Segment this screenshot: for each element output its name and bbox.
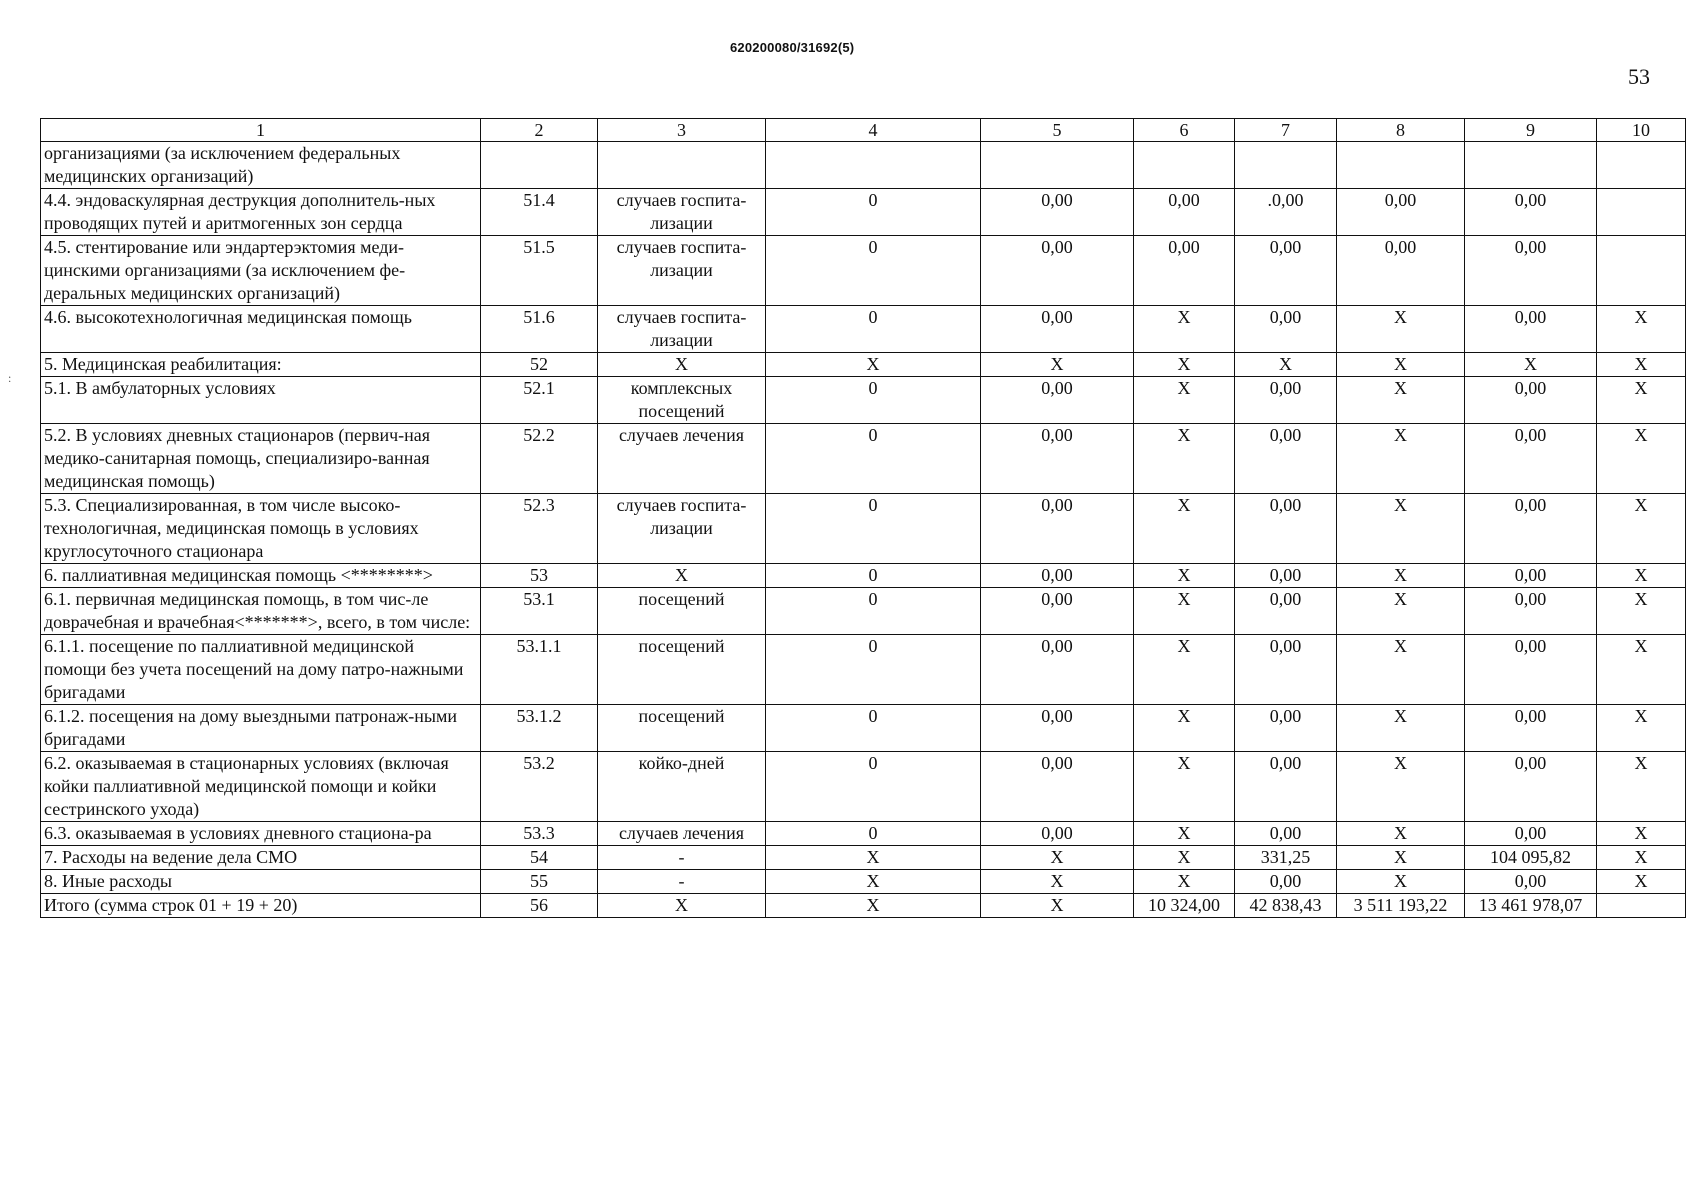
value-cell: X: [1134, 353, 1235, 377]
value-cell: 331,25: [1235, 846, 1337, 870]
row-label: 5. Медицинская реабилитация:: [41, 353, 481, 377]
value-cell: [981, 142, 1134, 189]
table-row: [41, 635, 1686, 705]
value-cell: 0,00: [1465, 588, 1597, 635]
value-cell: X: [1337, 635, 1465, 705]
value-cell: X: [1134, 846, 1235, 870]
row-code: 52.3: [481, 494, 598, 564]
value-cell: 0,00: [981, 822, 1134, 846]
value-cell: 10 324,00: [1134, 894, 1235, 918]
value-cell: 0,00: [1235, 424, 1337, 494]
unit-cell: посещений: [598, 635, 766, 705]
page-number: 53: [1628, 64, 1650, 89]
table-row: [41, 705, 1686, 752]
row-label: 6.1. первичная медицинская помощь, в том чис-ле доврачебная и врачебная<*******>, всего, в том числе:: [41, 588, 481, 635]
row-label: 7. Расходы на ведение дела СМО: [41, 846, 481, 870]
value-cell: X: [1337, 377, 1465, 424]
value-cell: 0: [766, 377, 981, 424]
value-cell: 0,00: [1235, 306, 1337, 353]
value-cell: X: [1597, 306, 1686, 353]
unit-cell: посещений: [598, 588, 766, 635]
row-code: 56: [481, 894, 598, 918]
value-cell: 0,00: [1235, 822, 1337, 846]
table-row: [41, 846, 1686, 870]
value-cell: X: [1337, 424, 1465, 494]
value-cell: X: [981, 846, 1134, 870]
row-label: 4.6. высокотехнологичная медицинская помощь: [41, 306, 481, 353]
column-header: 1: [41, 119, 481, 142]
row-code: 54: [481, 846, 598, 870]
value-cell: X: [1597, 588, 1686, 635]
value-cell: [1597, 236, 1686, 306]
column-header: 9: [1465, 119, 1597, 142]
value-cell: 0,00: [1134, 236, 1235, 306]
value-cell: 0,00: [981, 189, 1134, 236]
value-cell: X: [766, 353, 981, 377]
value-cell: 0,00: [981, 494, 1134, 564]
unit-cell: комплексных посещений: [598, 377, 766, 424]
unit-cell: -: [598, 846, 766, 870]
value-cell: 0: [766, 752, 981, 822]
value-cell: 0: [766, 822, 981, 846]
value-cell: X: [1337, 353, 1465, 377]
value-cell: 0,00: [1465, 424, 1597, 494]
table-row: [41, 236, 1686, 306]
value-cell: 0,00: [1465, 494, 1597, 564]
value-cell: 3 511 193,22: [1337, 894, 1465, 918]
row-label: 6.1.2. посещения на дому выездными патронаж-ными бригадами: [41, 705, 481, 752]
value-cell: 0: [766, 588, 981, 635]
value-cell: X: [1134, 705, 1235, 752]
column-header: 4: [766, 119, 981, 142]
row-code: 52.2: [481, 424, 598, 494]
value-cell: 0: [766, 189, 981, 236]
value-cell: X: [1597, 377, 1686, 424]
value-cell: 0,00: [981, 705, 1134, 752]
value-cell: 0,00: [1465, 752, 1597, 822]
value-cell: 0,00: [1235, 377, 1337, 424]
value-cell: X: [1134, 424, 1235, 494]
table-row: [41, 353, 1686, 377]
value-cell: [1465, 142, 1597, 189]
unit-cell: X: [598, 353, 766, 377]
row-code: 52: [481, 353, 598, 377]
row-code: [481, 142, 598, 189]
row-label: 4.5. стентирование или эндартерэктомия меди-цинскими организациями (за исключением фе-деральных медицинских организаций): [41, 236, 481, 306]
column-header: 5: [981, 119, 1134, 142]
row-code: 53.1.1: [481, 635, 598, 705]
column-header: 7: [1235, 119, 1337, 142]
value-cell: 0,00: [981, 635, 1134, 705]
value-cell: 0,00: [1465, 189, 1597, 236]
row-code: 51.4: [481, 189, 598, 236]
value-cell: X: [1134, 822, 1235, 846]
value-cell: X: [1337, 494, 1465, 564]
row-code: 51.5: [481, 236, 598, 306]
value-cell: 0: [766, 705, 981, 752]
value-cell: X: [981, 870, 1134, 894]
value-cell: .0,00: [1235, 189, 1337, 236]
row-code: 51.6: [481, 306, 598, 353]
unit-cell: койко-дней: [598, 752, 766, 822]
column-header: 10: [1597, 119, 1686, 142]
value-cell: 0,00: [1465, 564, 1597, 588]
margin-mark: :: [8, 371, 12, 385]
value-cell: 0: [766, 494, 981, 564]
value-cell: X: [1597, 752, 1686, 822]
row-label: 6.1.1. посещение по паллиативной медицинской помощи без учета посещений на дому патро-нажными бригадами: [41, 635, 481, 705]
unit-cell: -: [598, 870, 766, 894]
value-cell: 0,00: [1235, 564, 1337, 588]
document-id: 620200080/31692(5): [730, 40, 855, 55]
value-cell: 0,00: [981, 236, 1134, 306]
value-cell: 0: [766, 635, 981, 705]
unit-cell: X: [598, 564, 766, 588]
value-cell: X: [1337, 870, 1465, 894]
column-header: 6: [1134, 119, 1235, 142]
value-cell: 0,00: [1465, 870, 1597, 894]
value-cell: 0,00: [1337, 189, 1465, 236]
value-cell: X: [1597, 353, 1686, 377]
column-header: 8: [1337, 119, 1465, 142]
unit-cell: случаев госпита-лизации: [598, 306, 766, 353]
value-cell: 104 095,82: [1465, 846, 1597, 870]
row-label: 5.3. Специализированная, в том числе высоко-технологичная, медицинская помощь в условиях круглосуточного стационара: [41, 494, 481, 564]
row-code: 53.2: [481, 752, 598, 822]
value-cell: X: [1337, 564, 1465, 588]
table-row: [41, 752, 1686, 822]
column-header: 2: [481, 119, 598, 142]
value-cell: 0,00: [1235, 752, 1337, 822]
table-row: [41, 142, 1686, 189]
value-cell: X: [1337, 822, 1465, 846]
value-cell: X: [981, 353, 1134, 377]
value-cell: 13 461 978,07: [1465, 894, 1597, 918]
table-row: [41, 424, 1686, 494]
row-label: 8. Иные расходы: [41, 870, 481, 894]
value-cell: [1235, 142, 1337, 189]
unit-cell: случаев госпита-лизации: [598, 494, 766, 564]
value-cell: 0,00: [1235, 635, 1337, 705]
row-label: 6.2. оказываемая в стационарных условиях (включая койки паллиативной медицинской помощи и койки сестринского ухода): [41, 752, 481, 822]
value-cell: 0,00: [1235, 588, 1337, 635]
row-code: 53.1.2: [481, 705, 598, 752]
value-cell: 0,00: [1465, 635, 1597, 705]
value-cell: 0,00: [1465, 822, 1597, 846]
unit-cell: X: [598, 894, 766, 918]
value-cell: X: [1134, 306, 1235, 353]
value-cell: 0,00: [1235, 236, 1337, 306]
value-cell: 0,00: [1465, 306, 1597, 353]
table-row: [41, 377, 1686, 424]
row-code: 53.1: [481, 588, 598, 635]
table-row: [41, 870, 1686, 894]
value-cell: 0,00: [981, 377, 1134, 424]
value-cell: X: [1597, 494, 1686, 564]
table-row: [41, 306, 1686, 353]
report-table: [40, 118, 1686, 918]
row-label: 6.3. оказываемая в условиях дневного стациона-ра: [41, 822, 481, 846]
value-cell: 0: [766, 306, 981, 353]
value-cell: 0,00: [1235, 494, 1337, 564]
value-cell: [1597, 142, 1686, 189]
table-row: [41, 494, 1686, 564]
row-label: Итого (сумма строк 01 + 19 + 20): [41, 894, 481, 918]
value-cell: 0,00: [1235, 705, 1337, 752]
value-cell: 0: [766, 236, 981, 306]
value-cell: X: [1134, 635, 1235, 705]
value-cell: X: [1134, 752, 1235, 822]
value-cell: 0,00: [1465, 705, 1597, 752]
row-code: 52.1: [481, 377, 598, 424]
value-cell: 0,00: [1337, 236, 1465, 306]
value-cell: 0,00: [981, 306, 1134, 353]
unit-cell: случаев госпита-лизации: [598, 236, 766, 306]
row-code: 53.3: [481, 822, 598, 846]
value-cell: 0,00: [981, 564, 1134, 588]
value-cell: X: [1337, 752, 1465, 822]
unit-cell: случаев лечения: [598, 822, 766, 846]
value-cell: X: [1134, 588, 1235, 635]
value-cell: X: [1597, 705, 1686, 752]
row-code: 55: [481, 870, 598, 894]
table-row: [41, 189, 1686, 236]
table-row: [41, 588, 1686, 635]
value-cell: X: [1337, 588, 1465, 635]
value-cell: 0,00: [981, 588, 1134, 635]
value-cell: X: [1597, 424, 1686, 494]
value-cell: X: [1597, 846, 1686, 870]
value-cell: X: [1337, 846, 1465, 870]
value-cell: [1597, 894, 1686, 918]
value-cell: X: [1134, 564, 1235, 588]
value-cell: 0,00: [981, 752, 1134, 822]
value-cell: X: [981, 894, 1134, 918]
value-cell: X: [1337, 306, 1465, 353]
unit-cell: посещений: [598, 705, 766, 752]
unit-cell: случаев госпита-лизации: [598, 189, 766, 236]
value-cell: [1337, 142, 1465, 189]
column-header: 3: [598, 119, 766, 142]
value-cell: X: [766, 870, 981, 894]
value-cell: X: [1465, 353, 1597, 377]
value-cell: X: [766, 894, 981, 918]
row-code: 53: [481, 564, 598, 588]
value-cell: 0,00: [981, 424, 1134, 494]
row-label: 5.2. В условиях дневных стационаров (первич-ная медико-санитарная помощь, специализиро-ванная медицинская помощь): [41, 424, 481, 494]
value-cell: 42 838,43: [1235, 894, 1337, 918]
value-cell: 0,00: [1465, 236, 1597, 306]
value-cell: X: [766, 846, 981, 870]
value-cell: [1134, 142, 1235, 189]
value-cell: [766, 142, 981, 189]
table-row: [41, 822, 1686, 846]
unit-cell: случаев лечения: [598, 424, 766, 494]
value-cell: X: [1134, 494, 1235, 564]
row-label: организациями (за исключением федеральных медицинских организаций): [41, 142, 481, 189]
value-cell: 0: [766, 424, 981, 494]
row-label: 4.4. эндоваскулярная деструкция дополнитель-ных проводящих путей и аритмогенных зон сердца: [41, 189, 481, 236]
value-cell: 0,00: [1134, 189, 1235, 236]
value-cell: X: [1597, 870, 1686, 894]
row-label: 6. паллиативная медицинская помощь <********>: [41, 564, 481, 588]
value-cell: 0,00: [1235, 870, 1337, 894]
table-row: [41, 894, 1686, 918]
unit-cell: [598, 142, 766, 189]
value-cell: X: [1134, 377, 1235, 424]
value-cell: X: [1597, 564, 1686, 588]
value-cell: X: [1235, 353, 1337, 377]
value-cell: 0,00: [1465, 377, 1597, 424]
table-row: [41, 564, 1686, 588]
column-number-row: [41, 119, 1686, 142]
value-cell: 0: [766, 564, 981, 588]
value-cell: X: [1337, 705, 1465, 752]
row-label: 5.1. В амбулаторных условиях: [41, 377, 481, 424]
value-cell: X: [1597, 635, 1686, 705]
value-cell: [1597, 189, 1686, 236]
value-cell: X: [1597, 822, 1686, 846]
value-cell: X: [1134, 870, 1235, 894]
